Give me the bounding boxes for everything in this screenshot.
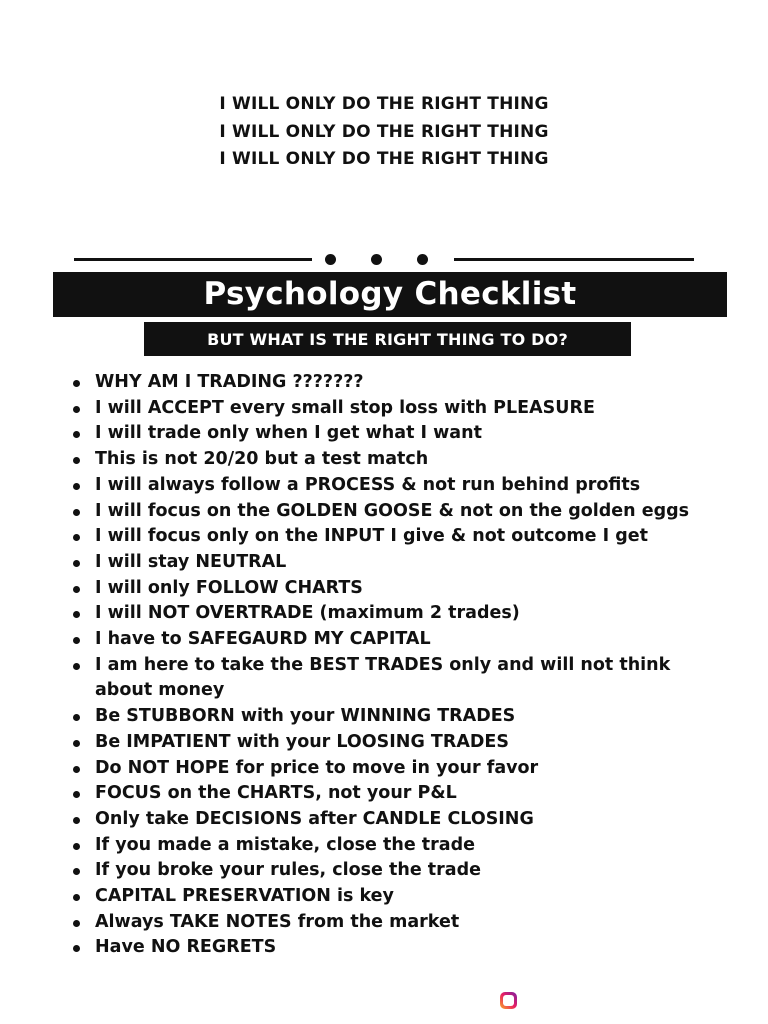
list-item-text: I will always follow a PROCESS & not run behind profits	[95, 474, 641, 495]
bullet-icon	[73, 611, 80, 618]
bullet-icon	[73, 766, 80, 773]
list-item	[72, 524, 732, 550]
divider-line-left	[74, 258, 312, 261]
list-item-text: Do NOT HOPE for price to move in your favor	[95, 757, 539, 778]
bullet-icon	[73, 714, 80, 721]
mantra-line: I WILL ONLY DO THE RIGHT THING	[219, 94, 549, 114]
list-item-text: Be STUBBORN with your WINNING TRADES	[95, 706, 516, 727]
list-item	[72, 730, 732, 756]
title-banner	[53, 272, 727, 317]
list-item	[72, 499, 732, 525]
divider-line-right	[454, 258, 694, 261]
bullet-icon	[73, 868, 80, 875]
list-item-text: CAPITAL PRESERVATION is key	[95, 886, 394, 907]
bullet-icon	[73, 380, 80, 387]
list-item	[72, 833, 732, 859]
mantra-block	[0, 91, 768, 174]
bullet-icon	[73, 431, 80, 438]
list-item-text: Have NO REGRETS	[95, 937, 277, 958]
bullet-icon	[73, 740, 80, 747]
bullet-icon	[73, 791, 80, 798]
list-item-text: Only take DECISIONS after CANDLE CLOSING	[95, 808, 534, 829]
list-item-text: I will only FOLLOW CHARTS	[95, 577, 363, 598]
list-item-text: I will ACCEPT every small stop loss with PLEASURE	[95, 397, 595, 418]
bullet-icon	[73, 663, 80, 670]
bullet-icon	[73, 509, 80, 516]
list-item	[72, 884, 732, 910]
list-item	[72, 627, 732, 653]
list-item-text: FOCUS on the CHARTS, not your P&L	[95, 783, 457, 804]
bullet-icon	[73, 586, 80, 593]
list-item-text: I will trade only when I get what I want	[95, 423, 482, 444]
list-item-text: If you broke your rules, close the trade	[95, 860, 481, 881]
list-item	[72, 601, 732, 627]
page-title: Psychology Checklist	[203, 276, 577, 312]
list-item	[72, 704, 732, 730]
bullet-icon	[73, 560, 80, 567]
bullet-icon	[73, 534, 80, 541]
divider-dot	[325, 254, 336, 265]
bullet-icon	[73, 483, 80, 490]
list-item	[72, 807, 732, 833]
list-item-text: I will NOT OVERTRADE (maximum 2 trades)	[95, 603, 520, 624]
list-item-text: This is not 20/20 but a test match	[95, 449, 429, 470]
bullet-icon	[73, 637, 80, 644]
list-item-text: If you made a mistake, close the trade	[95, 834, 475, 855]
instagram-icon[interactable]	[500, 992, 517, 1009]
bullet-icon	[73, 406, 80, 413]
list-item-text: I am here to take the BEST TRADES only and will not think about money	[95, 654, 671, 701]
list-item-text: I will stay NEUTRAL	[95, 551, 287, 572]
list-item	[72, 653, 732, 704]
list-item	[72, 576, 732, 602]
list-item	[72, 396, 732, 422]
list-item	[72, 473, 732, 499]
list-item	[72, 910, 732, 936]
mantra-line: I WILL ONLY DO THE RIGHT THING	[219, 149, 549, 169]
list-item-text: I have to SAFEGAURD MY CAPITAL	[95, 629, 431, 650]
list-item	[72, 370, 732, 396]
list-item	[72, 421, 732, 447]
bullet-icon	[73, 894, 80, 901]
list-item-text: I will focus on the GOLDEN GOOSE & not on the golden eggs	[95, 500, 690, 521]
list-item-text: I will focus only on the INPUT I give & not outcome I get	[95, 526, 648, 547]
list-item	[72, 935, 732, 961]
subtitle-banner	[144, 322, 631, 356]
list-item	[72, 756, 732, 782]
divider-dot	[417, 254, 428, 265]
list-item-text: Be IMPATIENT with your LOOSING TRADES	[95, 731, 509, 752]
bullet-icon	[73, 817, 80, 824]
mantra-line: I WILL ONLY DO THE RIGHT THING	[219, 121, 549, 142]
list-item-text: Always TAKE NOTES from the market	[95, 911, 460, 932]
list-item	[72, 858, 732, 884]
bullet-icon	[73, 457, 80, 464]
list-item	[72, 781, 732, 807]
section-divider	[74, 252, 694, 268]
divider-dot	[371, 254, 382, 265]
list-item	[72, 447, 732, 473]
bullet-icon	[73, 945, 80, 952]
list-item	[72, 550, 732, 576]
page-subtitle: BUT WHAT IS THE RIGHT THING TO DO?	[207, 329, 568, 349]
bullet-icon	[73, 843, 80, 850]
bullet-icon	[73, 920, 80, 927]
list-item-text: WHY AM I TRADING ???????	[95, 372, 364, 392]
checklist	[72, 370, 732, 961]
